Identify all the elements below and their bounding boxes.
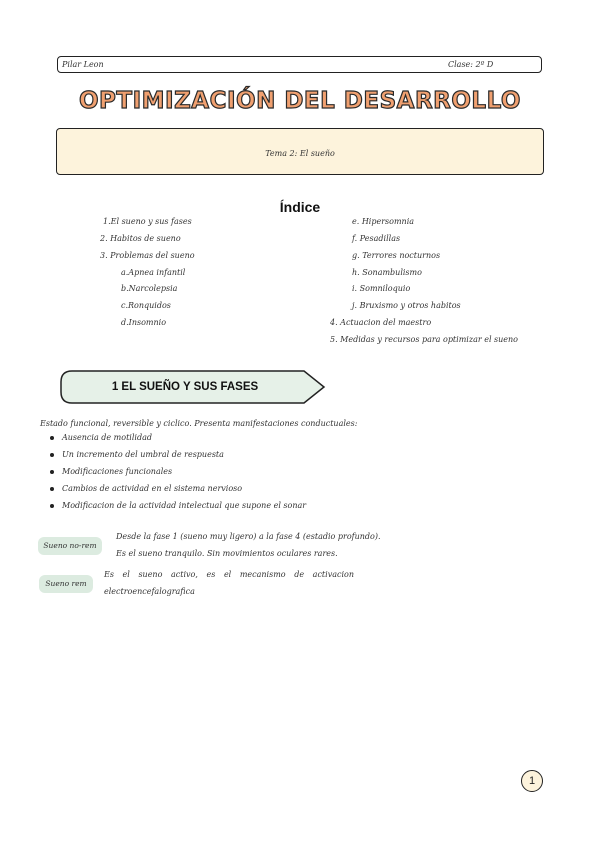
page-number: 1 bbox=[521, 770, 543, 792]
bullet-icon bbox=[50, 470, 54, 474]
index-item: f. Pesadillas bbox=[352, 234, 401, 243]
phase-description-line: electroencefalografica bbox=[104, 587, 195, 596]
index-item: d.Insomnio bbox=[121, 318, 167, 327]
features-list bbox=[50, 433, 306, 518]
index-item: j. Bruxismo y otros habitos bbox=[352, 301, 461, 310]
bullet-icon bbox=[50, 504, 54, 508]
index-heading: Índice bbox=[279, 199, 321, 215]
list-item: Modificaciones funcionales bbox=[50, 467, 306, 484]
phase-label-no-rem: Sueno no-rem bbox=[38, 537, 102, 555]
bullet-icon bbox=[50, 487, 54, 491]
phase-description-line: Desde la fase 1 (sueno muy ligero) a la fase 4 (estadio profundo). bbox=[116, 532, 381, 541]
author-name: Pilar Leon bbox=[62, 60, 104, 69]
list-item: Ausencia de motilidad bbox=[50, 433, 306, 450]
header-bar bbox=[57, 56, 542, 73]
index-item: a.Apnea infantil bbox=[121, 268, 186, 277]
intro-text: Estado funcional, reversible y ciclico. Presenta manifestaciones conductuales: bbox=[40, 419, 358, 428]
topic-text: Tema 2: El sueño bbox=[265, 149, 335, 158]
list-item: Un incremento del umbral de respuesta bbox=[50, 450, 306, 467]
bullet-icon bbox=[50, 453, 54, 457]
index-item: h. Sonambulismo bbox=[352, 268, 422, 277]
index-item: c.Ronquidos bbox=[121, 301, 171, 310]
bullet-icon bbox=[50, 436, 54, 440]
index-item: e. Hipersomnia bbox=[352, 217, 415, 226]
index-item: g. Terrores nocturnos bbox=[352, 251, 441, 260]
phase-description-line: Es el sueno tranquilo. Sin movimientos oculares rares. bbox=[116, 549, 338, 558]
index-item: i. Somniloquio bbox=[352, 284, 411, 293]
index-item: b.Narcolepsia bbox=[121, 284, 178, 293]
index-item: 5. Medidas y recursos para optimizar el sueno bbox=[330, 335, 518, 344]
index-item: 2. Habitos de sueno bbox=[100, 234, 181, 243]
page-title: OPTIMIZACIÓN DEL DESARROLLO bbox=[79, 88, 521, 114]
index-item: 4. Actuacion del maestro bbox=[330, 318, 432, 327]
index-item: 3. Problemas del sueno bbox=[100, 251, 195, 260]
index-item: 1.El sueno y sus fases bbox=[103, 217, 192, 226]
section-banner bbox=[60, 370, 326, 404]
class-label: Clase: 2º D bbox=[448, 60, 494, 69]
phase-label-rem: Sueno rem bbox=[39, 575, 93, 593]
section-title: 1 EL SUEÑO Y SUS FASES bbox=[111, 381, 259, 393]
topic-box bbox=[56, 128, 544, 175]
list-item: Modificacion de la actividad intelectual que supone el sonar bbox=[50, 501, 306, 518]
list-item: Cambios de actividad en el sistema nervioso bbox=[50, 484, 306, 501]
phase-description-line: Es el sueno activo, es el mecanismo de activacion bbox=[104, 570, 354, 579]
